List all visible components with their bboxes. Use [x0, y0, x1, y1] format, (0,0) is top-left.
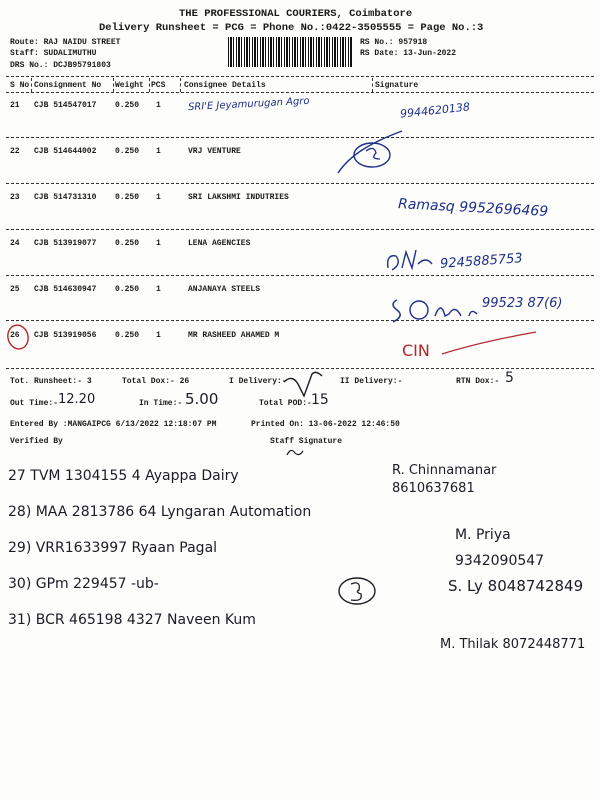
row-21-cn: CJB 514547017: [34, 101, 97, 110]
route-label: Route: RAJ NAIDU STREET: [10, 38, 121, 47]
divider: [6, 92, 594, 93]
row-26-signature-hw: CIN: [402, 341, 430, 360]
total-dox: Total Dox:- 26: [122, 377, 190, 386]
verified-by: Verified By: [10, 437, 63, 446]
row-23-consignee: SRI LAKSHMI INDUTRIES: [188, 193, 289, 202]
row-25-pcs: 1: [156, 285, 161, 294]
row-21-weight: 0.250: [115, 101, 140, 110]
row-22-consignee: VRJ VENTURE: [188, 147, 241, 156]
out-time: Out Time:-: [10, 399, 59, 408]
header-vline-5: [372, 78, 373, 92]
in-time: In Time:-: [139, 399, 183, 408]
row-24-signature-mark: [382, 238, 442, 278]
note-31-right: M. Thilak 8072448771: [440, 637, 586, 652]
note-29-left: 29) VRR1633997 Ryaan Pagal: [8, 540, 218, 556]
drs-label: DRS No.: DCJB95791803: [10, 61, 111, 70]
row-25-signature-hw: 99523 87(6): [482, 296, 563, 311]
row-21-sno: 21: [10, 101, 20, 110]
row-24-consignee: LENA AGENCIES: [188, 239, 251, 248]
note-31-left: 31) BCR 465198 4327 Naveen Kum: [8, 612, 256, 628]
note-30-right: S. Ly 8048742849: [448, 577, 584, 595]
row-21-pcs: 1: [156, 101, 161, 110]
note-30-left: 30) GPm 229457 -ub-: [8, 576, 159, 592]
header-vline-1: [31, 78, 32, 92]
row-23-sno: 23: [10, 193, 20, 202]
note-27-left: 27 TVM 1304155 4 Ayappa Dairy: [8, 468, 239, 484]
row-26-sno: 26: [10, 331, 20, 340]
row-25-cn: CJB 514630947: [34, 285, 97, 294]
row-26-pcs: 1: [156, 331, 161, 340]
header-vline-2: [113, 78, 114, 92]
row-21-consignee-hw: SRI'E Jeyamurugan Agro: [187, 95, 310, 114]
runsheet-subtitle: Delivery Runsheet = PCG = Phone No.:0422-3505555 = Page No.:3: [99, 22, 484, 34]
staff-label: Staff: SUDALIMUTHU: [10, 49, 97, 58]
note-28-left: 28) MAA 2813786 64 Lyngaran Automation: [8, 504, 312, 520]
divider: [6, 229, 594, 230]
col-consignee: Consignee Details: [184, 81, 266, 90]
rs-date: RS Date: 13-Jun-2022: [360, 49, 457, 58]
printed-on: Printed On: 13-06-2022 12:46:50: [251, 420, 400, 429]
row-25-sno: 25: [10, 285, 20, 294]
row-23-signature-hw: Ramasq 9952696469: [397, 196, 549, 220]
row-24-pcs: 1: [156, 239, 161, 248]
total-pod-hw: 15: [311, 392, 329, 408]
row-26-weight: 0.250: [115, 331, 140, 340]
col-pcs: PCS: [151, 81, 166, 90]
divider: [6, 76, 594, 77]
rtn-dox: RTN Dox:-: [456, 377, 500, 386]
col-weight: Weight: [115, 81, 144, 90]
divider: [6, 275, 594, 276]
row-24-signature-hw: 9245885753: [439, 251, 524, 272]
row-22-sno: 22: [10, 147, 20, 156]
row-24-cn: CJB 513919077: [34, 239, 97, 248]
out-time-hw: 12.20: [58, 392, 96, 407]
row-23-cn: CJB 514731310: [34, 193, 97, 202]
barcode: [228, 37, 352, 67]
row-25-signature-mark: [385, 290, 485, 330]
staff-signature-mark: [285, 445, 305, 459]
row-22-pcs: 1: [156, 147, 161, 156]
note-30-circle-mark: [335, 574, 379, 608]
header-vline-4: [180, 78, 181, 92]
row-25-weight: 0.250: [115, 285, 140, 294]
divider: [6, 137, 594, 138]
total-pod: Total POD:-: [259, 399, 312, 408]
staff-signature: Staff Signature: [270, 437, 343, 446]
row-25-consignee: ANJANAYA STEELS: [188, 285, 261, 294]
ii-delivery: II Delivery:-: [340, 377, 403, 386]
company-title: THE PROFESSIONAL COURIERS, Coimbatore: [179, 8, 413, 20]
i-delivery: I Delivery:-: [229, 377, 287, 386]
rs-number: RS No.: 957918: [360, 38, 428, 47]
row-24-sno: 24: [10, 239, 20, 248]
row-22-weight: 0.250: [115, 147, 140, 156]
row-26-consignee: MR RASHEED AHAMED M: [188, 331, 280, 340]
row-21-signature-hw: 9944620138: [399, 100, 471, 121]
in-time-hw: 5.00: [185, 390, 219, 408]
row-26-cn: CJB 513919056: [34, 331, 97, 340]
divider: [6, 183, 594, 184]
row-26-signature-tail: [440, 328, 540, 358]
total-runsheet: Tot. Runsheet:- 3: [10, 377, 92, 386]
note-28-right: M. Priya 9342090547: [455, 527, 545, 569]
row-22-cn: CJB 514644002: [34, 147, 97, 156]
col-consignment: Consignment No: [34, 81, 102, 90]
col-signature: Signature: [375, 81, 419, 90]
row-24-weight: 0.250: [115, 239, 140, 248]
note-27-right: R. Chinnamanar 8610637681: [392, 463, 497, 496]
row-23-pcs: 1: [156, 193, 161, 202]
entered-by: Entered By :MANGAIPCG 6/13/2022 12:18:07 PM: [10, 420, 217, 429]
header-vline-3: [149, 78, 150, 92]
col-sno: S No: [10, 81, 30, 90]
divider: [6, 320, 594, 321]
rtn-dox-hw: 5: [505, 370, 514, 386]
row-23-weight: 0.250: [115, 193, 140, 202]
row-22-signature-mark: [330, 125, 410, 185]
